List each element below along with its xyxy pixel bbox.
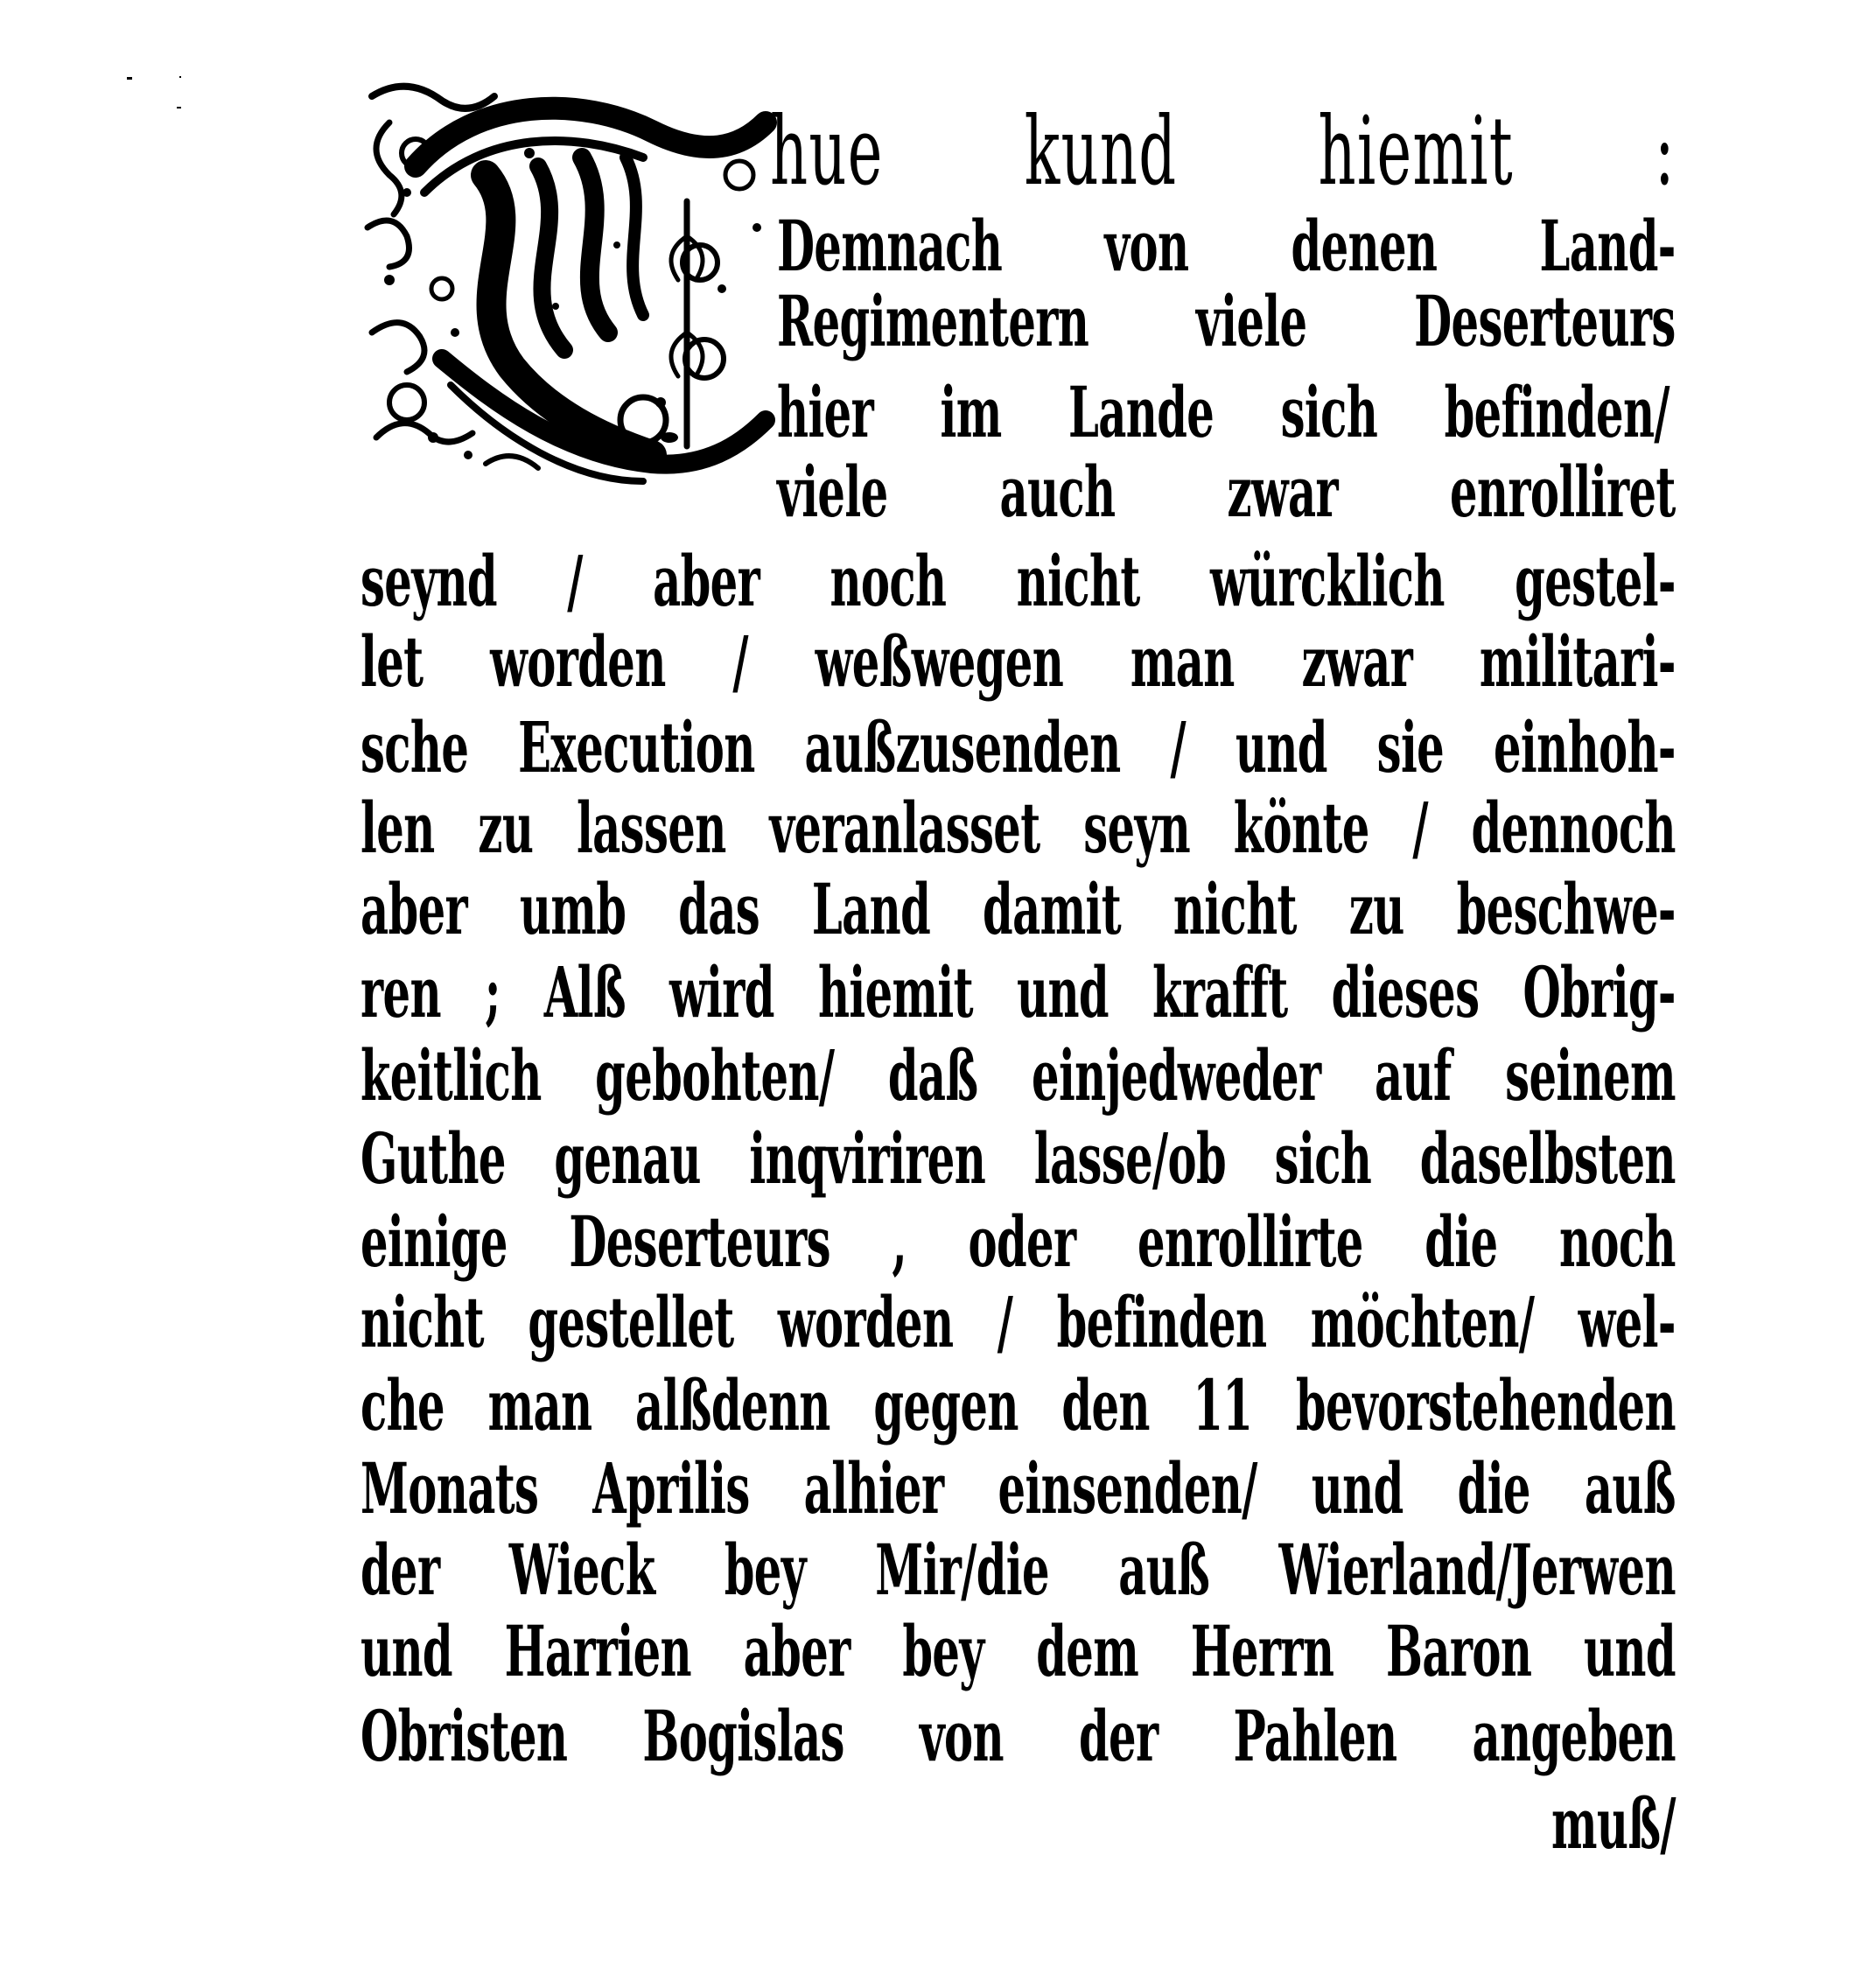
line-text: und Harrien aber bey dem Herrn Baron und [360, 1610, 1676, 1692]
line-text: che man alßdenn gegen den 11 bevorstehenden [360, 1364, 1676, 1446]
text-line [360, 1784, 1676, 1863]
text-line [777, 452, 1676, 531]
line-text: Guthe genau inqviriren lasse/ob sich daselbsten [360, 1117, 1676, 1200]
text-line [360, 1612, 1676, 1690]
line-text: hier im Lande sich befinden/ [777, 371, 1670, 453]
line-text: hue kund hiemit : [770, 97, 1676, 206]
line-text: einige Deserteurs , oder enrollirte die noch [360, 1200, 1676, 1283]
scan-speck [179, 76, 181, 78]
text-line [360, 1202, 1676, 1281]
text-line [360, 953, 1676, 1032]
text-line [360, 542, 1676, 620]
text-line [360, 788, 1676, 867]
line-text: nicht gestellet worden / befinden möchten/ wel- [360, 1281, 1676, 1363]
line-text: aber umb das Land damit nicht zu beschwe- [360, 868, 1676, 950]
text-line [777, 373, 1670, 452]
line-text: der Wieck bey Mir/die auß Wierland/Jerwen [360, 1529, 1676, 1611]
line-text: Regimentern viele Deserteurs [777, 280, 1676, 362]
text-line [360, 1283, 1676, 1362]
text-line [777, 206, 1676, 285]
text-line [360, 1449, 1676, 1528]
text-line [360, 870, 1676, 948]
line-text: viele auch zwar enrolliret [777, 451, 1676, 533]
text-line [360, 622, 1676, 701]
line-text: len zu lassen veranlasset seyn könte / dennoch [360, 787, 1676, 869]
scan-speck [177, 107, 181, 108]
line-text: seynd / aber noch nicht würcklich gestel- [360, 540, 1676, 622]
ornate-initial-t-icon [354, 70, 783, 490]
line-text: Monats Aprilis alhier einsenden/ und die auß [360, 1447, 1676, 1530]
text-line [360, 708, 1676, 787]
text-line [360, 1697, 1676, 1775]
line-text: let worden / weßwegen man zwar militari- [360, 620, 1676, 703]
scan-speck [127, 77, 132, 80]
text-line [360, 1036, 1676, 1115]
text-line [360, 1119, 1676, 1198]
line-text: Demnach von denen Land- [777, 205, 1676, 287]
line-text: muß/ [1551, 1782, 1676, 1865]
heading-line [770, 97, 1676, 206]
line-text: sche Execution außzusenden / und sie einhoh- [360, 706, 1676, 788]
line-text: keitlich gebohten/ daß einjedweder auf seinem [360, 1034, 1676, 1116]
line-text: Obristen Bogislas von der Pahlen angeben [360, 1695, 1676, 1777]
text-line [360, 1366, 1676, 1445]
line-text: ren ; Alß wird hiemit und krafft dieses Obrig- [360, 951, 1676, 1033]
text-line [777, 282, 1676, 360]
text-line [360, 1530, 1676, 1609]
